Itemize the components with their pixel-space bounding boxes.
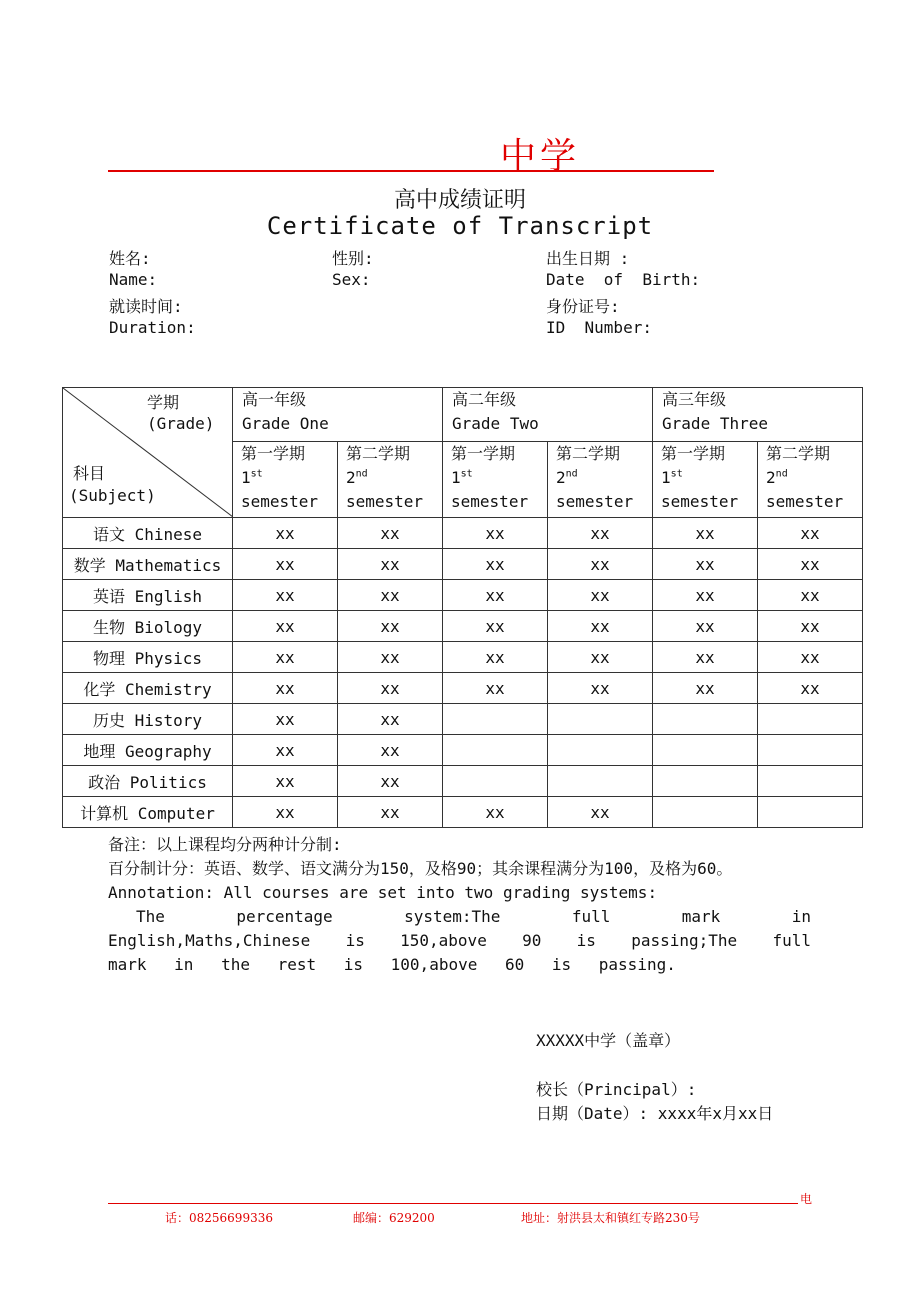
score-cell: xx [233,673,338,704]
semester-word: semester [346,491,424,511]
principal-line: 校长（Principal）: [536,1080,697,1099]
sex-label-cn: 性别: [332,249,374,268]
semester-suffix: st [250,468,263,480]
id-label-cn: 身份证号: [546,297,620,316]
score-cell: xx [758,642,863,673]
corner-term-en: (Grade) [147,414,215,433]
table-row [63,549,863,580]
semester-number: 2 [346,467,356,487]
score-cell: xx [653,549,758,580]
semester-label-cn: 第一学期 [661,443,726,463]
subject-cell: 物理 Physics [63,642,233,673]
semester-suffix: nd [565,468,578,480]
footer-phone-prefix: 电 [800,1192,813,1206]
score-cell: xx [338,549,443,580]
score-cell: xx [653,673,758,704]
semester-header-first [653,441,758,517]
subject-cell: 化学 Chemistry [63,673,233,704]
score-cell: xx [548,580,653,611]
score-cell: xx [338,797,443,828]
semester-word: semester [241,491,319,511]
table-row [63,518,863,549]
score-cell: xx [338,704,443,735]
score-cell: xx [443,642,548,673]
table-row [63,704,863,735]
semester-suffix: st [460,468,473,480]
table-row [63,673,863,704]
semester-word: semester [556,491,634,511]
score-cell: xx [443,518,548,549]
grade-one-cn: 高一年级 [242,390,307,409]
table-row [63,735,863,766]
name-label-cn: 姓名: [109,249,151,268]
score-cell [548,735,653,766]
semester-ordinal [766,466,862,490]
footer-divider [108,1203,798,1204]
corner-subject-cn: 科目 [73,464,106,483]
score-cell [758,766,863,797]
grade-header-three [653,388,863,442]
notes [108,833,811,977]
transcript-table [62,387,863,828]
semester-suffix: nd [775,468,788,480]
score-cell: xx [653,580,758,611]
score-cell [548,766,653,797]
semester-label-cn: 第二学期 [556,443,621,463]
subject-cell: 英语 English [63,580,233,611]
score-cell [653,797,758,828]
score-cell: xx [338,673,443,704]
semester-suffix: st [670,468,683,480]
score-cell [653,735,758,766]
id-label-en: ID Number: [546,318,652,337]
score-cell: xx [338,642,443,673]
semester-label-cn: 第二学期 [766,443,831,463]
score-cell [548,704,653,735]
semester-ordinal [241,466,337,490]
subject-cell: 历史 History [63,704,233,735]
dob-label-cn: 出生日期 : [546,249,630,268]
score-cell [758,797,863,828]
semester-number: 1 [451,467,461,487]
score-cell [443,735,548,766]
subject-cell: 数学 Mathematics [63,549,233,580]
semester-header-second [758,441,863,517]
table-row [63,766,863,797]
score-cell: xx [233,766,338,797]
score-cell: xx [338,735,443,766]
score-cell: xx [233,797,338,828]
school-seal: XXXXX中学（盖章） [536,1031,681,1050]
score-cell: xx [233,549,338,580]
score-cell: xx [338,766,443,797]
score-cell: xx [233,518,338,549]
footer-address: 地址：射洪县太和镇红专路230号 [521,1211,700,1225]
grade-two-cn: 高二年级 [452,390,517,409]
score-cell: xx [548,642,653,673]
score-cell [758,735,863,766]
semester-suffix: nd [355,468,368,480]
name-label-en: Name: [109,270,158,289]
corner-subject-en: (Subject) [69,486,156,505]
score-cell [653,766,758,797]
semester-ordinal [661,466,757,490]
notes-percentage: The percentage system:The full mark in English,Maths,Chinese is 150,above 90 is passing;The full mark in the rest is 100,above 60 is passing. [108,907,811,974]
table-corner-cell [63,388,233,518]
semester-ordinal [451,466,547,490]
semester-header-first [233,441,338,517]
date-line: 日期（Date）: xxxx年x月xx日 [536,1104,774,1123]
notes-line-1: 备注：以上课程均分两种计分制: [108,835,342,854]
score-cell: xx [653,642,758,673]
corner-term-cn: 学期 [147,393,180,412]
footer-phone: 话：08256699336 [165,1211,273,1225]
school-name: 中学 [499,136,580,177]
title-english: Certificate of Transcript [266,212,654,240]
score-cell: xx [758,611,863,642]
semester-ordinal [556,466,652,490]
semester-header-second [338,441,443,517]
score-cell: xx [338,518,443,549]
grade-two-en: Grade Two [452,414,539,433]
score-cell: xx [758,580,863,611]
score-cell: xx [548,797,653,828]
semester-label-cn: 第一学期 [241,443,306,463]
score-cell: xx [233,704,338,735]
score-cell: xx [758,549,863,580]
sex-label-en: Sex: [332,270,371,289]
semester-number: 1 [241,467,251,487]
score-cell: xx [443,611,548,642]
score-cell [443,766,548,797]
semester-header-second [548,441,653,517]
table-row [63,642,863,673]
notes-line-2: 百分制计分：英语、数学、语文满分为150，及格90；其余课程满分为100，及格为60。 [108,859,733,878]
duration-label-en: Duration: [109,318,196,337]
semester-number: 2 [766,467,776,487]
score-cell: xx [443,549,548,580]
semester-label-cn: 第一学期 [451,443,516,463]
notes-annotation: Annotation: All courses are set into two grading systems: [108,883,658,902]
semester-header-first [443,441,548,517]
score-cell [653,704,758,735]
semester-word: semester [766,491,844,511]
semester-ordinal [346,466,442,490]
table-row [63,580,863,611]
score-cell: xx [548,518,653,549]
score-cell: xx [653,611,758,642]
score-cell: xx [338,580,443,611]
score-cell [758,704,863,735]
table-row [63,797,863,828]
score-cell [443,704,548,735]
subject-cell: 地理 Geography [63,735,233,766]
semester-number: 1 [661,467,671,487]
score-cell: xx [653,518,758,549]
score-cell: xx [443,580,548,611]
duration-label-cn: 就读时间: [109,297,183,316]
score-cell: xx [233,735,338,766]
subject-cell: 生物 Biology [63,611,233,642]
subject-cell: 政治 Politics [63,766,233,797]
score-cell: xx [443,797,548,828]
subject-cell: 语文 Chinese [63,518,233,549]
score-cell: xx [758,518,863,549]
table-row [63,611,863,642]
grade-three-cn: 高三年级 [662,390,727,409]
score-cell: xx [233,642,338,673]
grade-one-en: Grade One [242,414,329,433]
footer-postcode: 邮编：629200 [353,1211,435,1225]
header-divider [108,170,714,172]
semester-label-cn: 第二学期 [346,443,411,463]
score-cell: xx [548,549,653,580]
subject-cell: 计算机 Computer [63,797,233,828]
score-cell: xx [233,611,338,642]
score-cell: xx [338,611,443,642]
semester-number: 2 [556,467,566,487]
grade-three-en: Grade Three [662,414,768,433]
grade-header-one [233,388,443,442]
score-cell: xx [758,673,863,704]
semester-word: semester [661,491,739,511]
score-cell: xx [443,673,548,704]
dob-label-en: Date of Birth: [546,270,701,289]
score-cell: xx [233,580,338,611]
grade-header-two [443,388,653,442]
semester-word: semester [451,491,529,511]
score-cell: xx [548,673,653,704]
title-chinese: 高中成绩证明 [393,188,526,213]
score-cell: xx [548,611,653,642]
